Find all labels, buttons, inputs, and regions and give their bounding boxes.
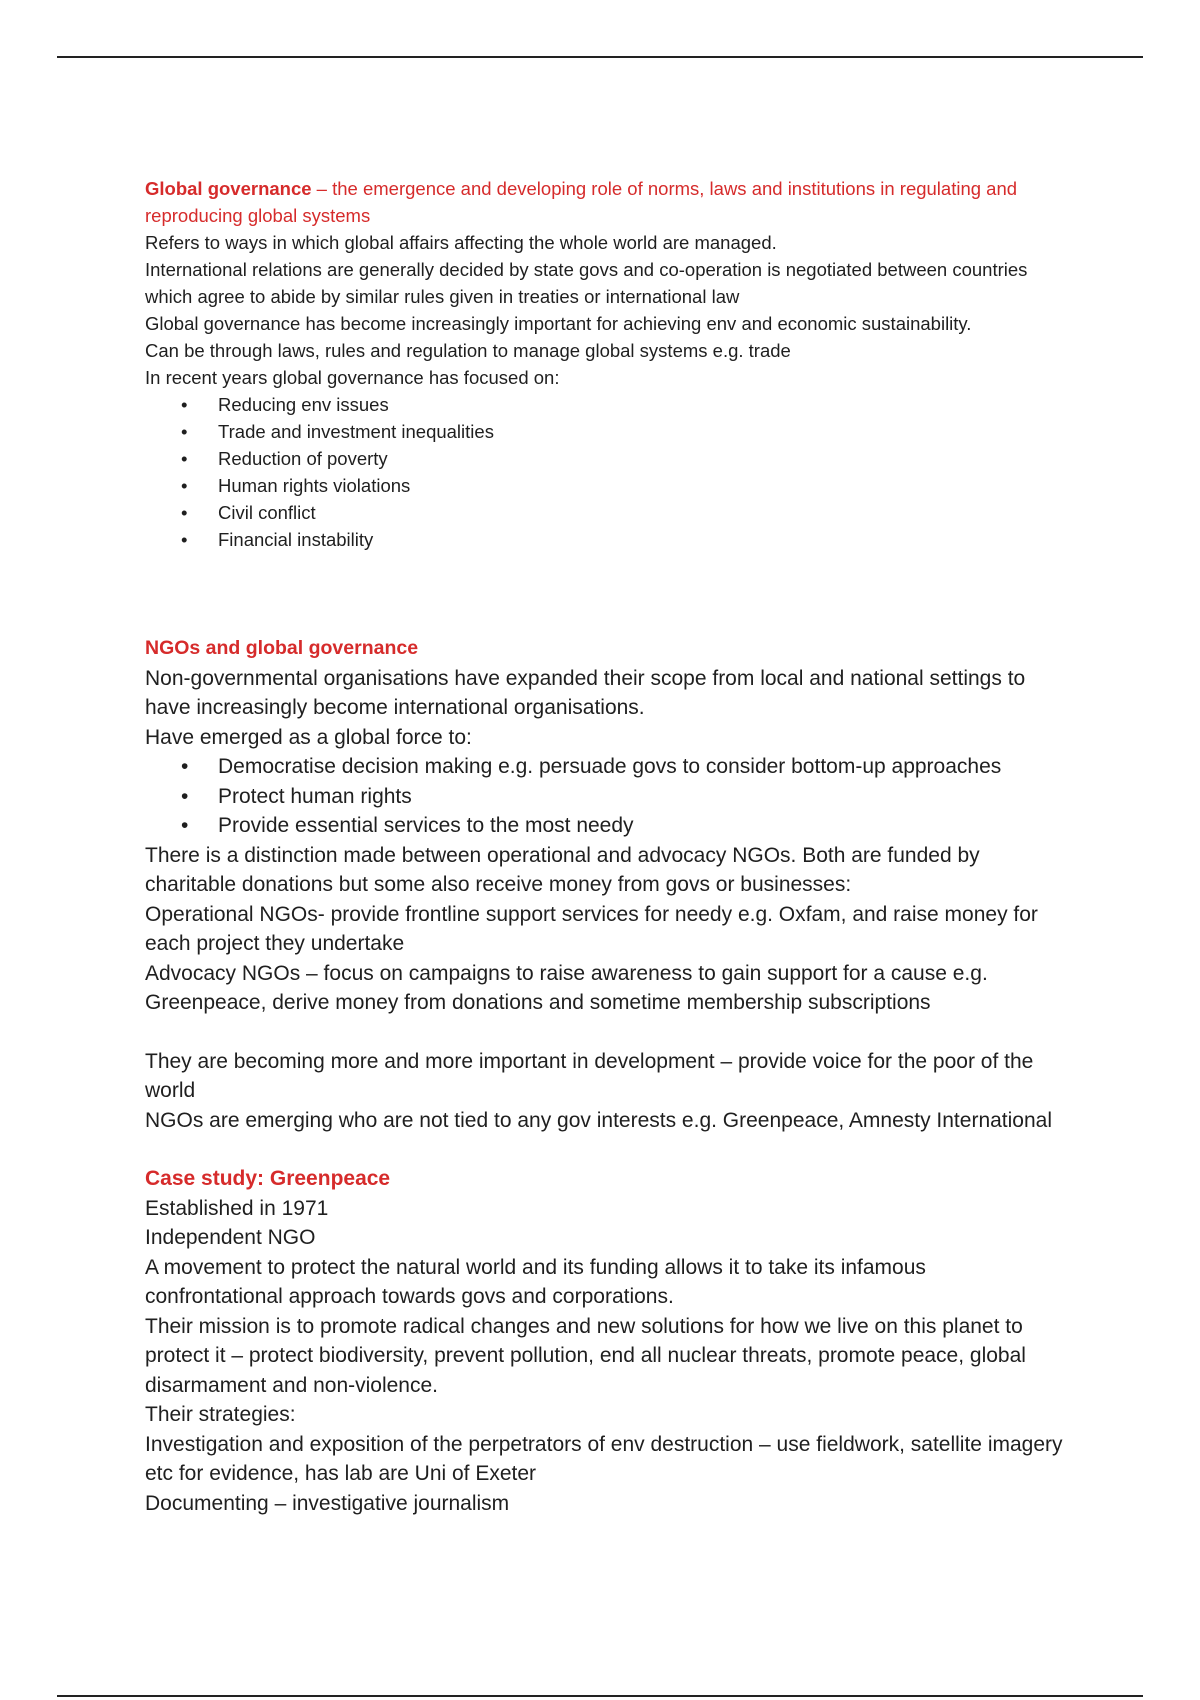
- bullet-icon: •: [181, 755, 189, 778]
- paragraph: Investigation and exposition of the perpetrators of env destruction – use fieldwork, satellite imagery etc for evidence, has lab are Uni of Exeter: [145, 1432, 1063, 1485]
- ngo-roles-list: [145, 752, 1065, 841]
- paragraph: Their mission is to promote radical changes and new solutions for how we live on this planet to protect it – protect biodiversity, prevent pollution, end all nuclear threats, promote peace, global disarmament and non-violence.: [145, 1314, 1026, 1397]
- list-item: • Human rights violations: [145, 472, 1065, 499]
- paragraph: In recent years global governance has focused on:: [145, 367, 560, 388]
- section-ngos: [145, 634, 1065, 1135]
- paragraph: They are becoming more and more important in development – provide voice for the poor of the world: [145, 1049, 1034, 1102]
- bullet-icon: •: [181, 394, 188, 415]
- paragraph: Documenting – investigative journalism: [145, 1491, 510, 1515]
- bullet-icon: •: [181, 421, 188, 442]
- bottom-rule: [57, 1695, 1143, 1697]
- paragraph: Refers to ways in which global affairs affecting the whole world are managed.: [145, 232, 777, 253]
- focus-list: [145, 391, 1065, 553]
- paragraph: Non-governmental organisations have expanded their scope from local and national settings to have increasingly become international organisations.: [145, 666, 1026, 719]
- paragraph: Their strategies:: [145, 1403, 296, 1426]
- list-item: • Provide essential services to the most needy: [145, 811, 1065, 841]
- section-heading: NGOs and global governance: [145, 637, 419, 659]
- list-item: • Reducing env issues: [145, 391, 1065, 418]
- paragraph: Global governance has become increasingly important for achieving env and economic sustainability.: [145, 313, 972, 334]
- list-item: • Financial instability: [145, 526, 1065, 553]
- paragraph: There is a distinction made between operational and advocacy NGOs. Both are funded by charitable donations but some also receive money from govs or businesses:: [145, 843, 980, 896]
- paragraph: Advocacy NGOs – focus on campaigns to raise awareness to gain support for a cause e.g. Greenpeace, derive money from donations and sometime membership subscriptions: [145, 961, 988, 1014]
- paragraph: International relations are generally decided by state govs and co-operation is negotiated between countries which agree to abide by similar rules given in treaties or international law: [145, 259, 1028, 307]
- paragraph: Operational NGOs- provide frontline support services for needy e.g. Oxfam, and raise money for each project they undertake: [145, 902, 1038, 955]
- list-item: • Civil conflict: [145, 499, 1065, 526]
- paragraph: NGOs are emerging who are not tied to any gov interests e.g. Greenpeace, Amnesty International: [145, 1108, 1052, 1132]
- heading-definition: – the emergence and developing role of norms, laws and institutions in regulating and reproducing global systems: [145, 178, 1018, 226]
- section-greenpeace-case-study: [145, 1164, 1065, 1518]
- list-item: • Trade and investment inequalities: [145, 418, 1065, 445]
- bullet-icon: •: [181, 784, 189, 808]
- list-item: • Protect human rights: [145, 782, 1065, 812]
- paragraph: Independent NGO: [145, 1226, 316, 1249]
- section-global-governance: [145, 175, 1065, 553]
- section-heading: Case study: Greenpeace: [145, 1167, 391, 1190]
- list-item: • Democratise decision making e.g. persuade govs to consider bottom-up approaches: [145, 752, 1065, 782]
- paragraph: Have emerged as a global force to:: [145, 725, 472, 749]
- bullet-icon: •: [181, 814, 189, 837]
- paragraph: Can be through laws, rules and regulation to manage global systems e.g. trade: [145, 340, 791, 361]
- bullet-icon: •: [181, 475, 188, 496]
- section-heading: [145, 175, 1065, 229]
- document-body: [145, 175, 1065, 1518]
- list-item: • Reduction of poverty: [145, 445, 1065, 472]
- top-rule: [57, 56, 1143, 58]
- heading-bold: Global governance: [145, 178, 312, 199]
- paragraph: Established in 1971: [145, 1196, 329, 1220]
- paragraph: A movement to protect the natural world and its funding allows it to take its infamous confrontational approach towards govs and corporations.: [145, 1255, 926, 1308]
- bullet-icon: •: [181, 448, 188, 469]
- bullet-icon: •: [181, 529, 188, 550]
- bullet-icon: •: [181, 502, 188, 523]
